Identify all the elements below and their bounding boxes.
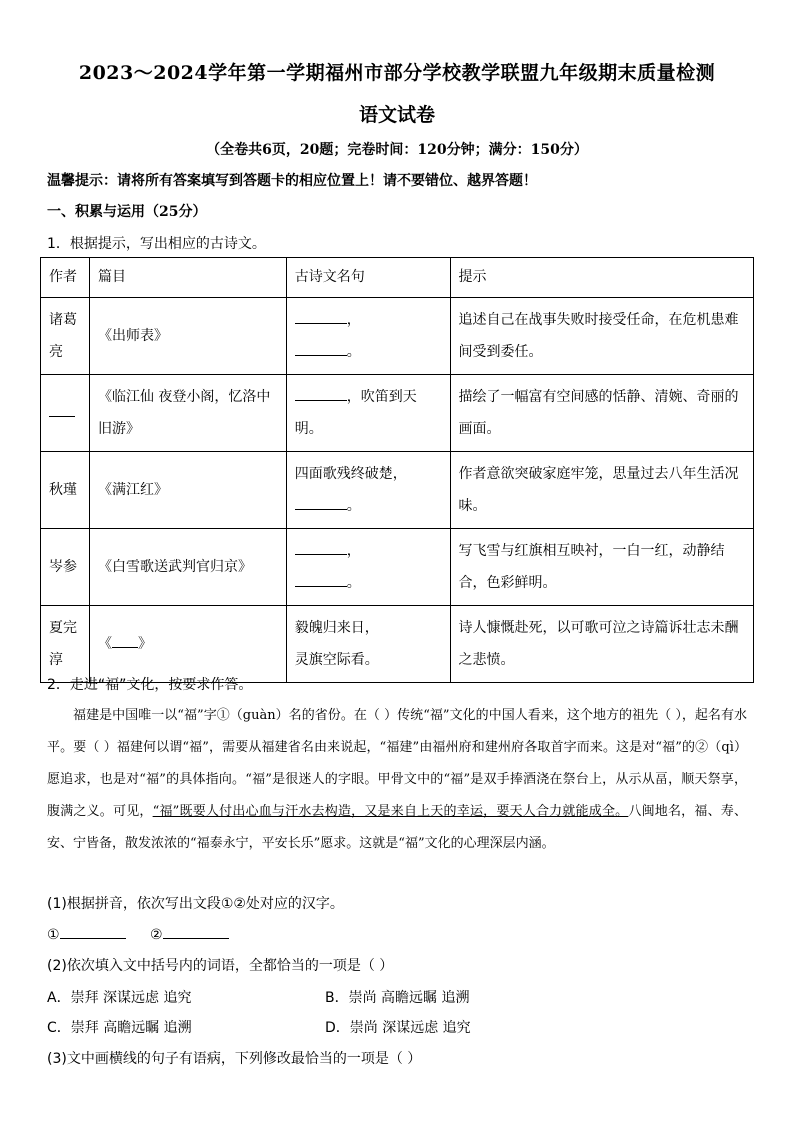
exam-subtitle: 语文试卷 (358, 104, 435, 126)
punct: 。 (346, 575, 361, 591)
author-cell (41, 375, 90, 452)
punct: ， (346, 312, 361, 328)
answer-label: ① (47, 927, 60, 943)
answer-blank[interactable] (295, 309, 347, 324)
table-row (41, 298, 754, 375)
hint-cell: 诗人慷慨赴死，以可歌可泣之诗篇诉壮志未酬之悲愤。 (450, 606, 754, 683)
table-row (41, 452, 754, 529)
work-cell: 《临江仙 夜登小阁，忆洛中旧游》 (89, 375, 286, 452)
hint-cell: 写飞雪与红旗相互映衬，一白一红，动静结合，色彩鲜明。 (450, 529, 754, 606)
work-cell: 《满江红》 (89, 452, 286, 529)
author-cell: 岑参 (41, 529, 90, 606)
table-header-row (41, 258, 754, 298)
author-cell: 诸葛亮 (41, 298, 90, 375)
table-row (41, 606, 754, 683)
punct: 。 (346, 498, 361, 514)
header-line: 古诗文名句 (286, 258, 450, 298)
line-cell (286, 375, 450, 452)
punct: 。 (346, 344, 361, 360)
exam-info: （全卷共6页，20题；完卷时间：120分钟；满分：150分） (206, 142, 588, 158)
section-heading: 一、积累与运用（25分） (47, 204, 207, 220)
answer-blank[interactable] (295, 386, 347, 401)
reading-passage (47, 700, 747, 860)
option-b[interactable]: B．崇尚 高瞻远瞩 追溯 (325, 990, 470, 1006)
table-row (41, 375, 754, 452)
underlined-sentence: “福”既要人付出心血与汗水去构造，又是来自上天的幸运，要天人合力就能成全。 (152, 804, 629, 819)
line-cell (286, 529, 450, 606)
author-cell: 秋瑾 (41, 452, 90, 529)
line-cell (286, 606, 450, 683)
header-hint: 提示 (450, 258, 754, 298)
punct: ， (346, 543, 361, 559)
option-d[interactable]: D．崇尚 深谋远虑 追究 (325, 1020, 471, 1036)
subquestion-1: (1)根据拼音，依次写出文段①②处对应的汉字。 (47, 896, 344, 912)
answer-line[interactable] (163, 924, 229, 939)
line-text: 毅魄归来日， (294, 620, 379, 636)
subquestion-1-answers (47, 924, 249, 943)
notice-text: 温馨提示：请将所有答案填写到答题卡的相应位置上！请不要错位、越界答题！ (47, 173, 537, 189)
answer-blank[interactable] (295, 540, 347, 555)
question-2-prompt: 2．走进“福”文化，按要求作答。 (47, 677, 253, 693)
line-text: ，吹笛到天明。 (294, 389, 417, 437)
line-cell (286, 298, 450, 375)
hint-cell: 作者意欲突破家庭牢笼，思量过去八年生活况味。 (450, 452, 754, 529)
poetry-table (40, 257, 754, 683)
header-work: 篇目 (89, 258, 286, 298)
work-cell: 《白雪歌送武判官归京》 (89, 529, 286, 606)
subquestion-2: (2)依次填入文中括号内的词语，全都恰当的一项是（ ） (47, 958, 394, 974)
option-a[interactable]: A．崇拜 深谋远虑 追究 (47, 990, 192, 1006)
hint-cell: 描绘了一幅富有空间感的恬静、清婉、奇丽的画面。 (450, 375, 754, 452)
option-c[interactable]: C．崇拜 高瞻远瞩 追溯 (47, 1020, 192, 1036)
work-blank[interactable] (112, 633, 138, 648)
bracket: 《 (97, 636, 112, 652)
answer-blank[interactable] (295, 495, 347, 510)
exam-title: 2023～2024学年第一学期福州市部分学校教学联盟九年级期末质量检测 (78, 62, 716, 84)
passage-text: 八闽地名，福、寿、安、宁皆备，散发浓浓的“福泰永宁，平安长乐”愿求。这就是“福”文化的心理深层内涵。 (47, 804, 747, 851)
author-cell: 夏完淳 (41, 606, 90, 683)
header-author: 作者 (41, 258, 90, 298)
subquestion-3: (3)文中画横线的句子有语病，下列修改最恰当的一项是（ ） (47, 1051, 422, 1067)
answer-label: ② (150, 927, 163, 943)
hint-cell: 追述自己在战事失败时接受任命，在危机患难间受到委任。 (450, 298, 754, 375)
line-cell (286, 452, 450, 529)
table-row (41, 529, 754, 606)
question-1-prompt: 1．根据提示，写出相应的古诗文。 (47, 236, 266, 252)
line-text: 灵旗空际看。 (294, 652, 379, 668)
answer-line[interactable] (60, 924, 126, 939)
work-cell (89, 606, 286, 683)
author-blank[interactable] (49, 402, 75, 417)
answer-blank[interactable] (295, 572, 347, 587)
bracket: 》 (137, 636, 152, 652)
work-cell: 《出师表》 (89, 298, 286, 375)
answer-blank[interactable] (295, 341, 347, 356)
line-text: 四面歌残终破楚， (294, 466, 407, 482)
passage-text: 福建是中国唯一以“福”字①（guàn）名的省份。在（ ）传统“福”文化的中国人看来，这个地方的祖先（ ），起名有水平。要（ ）福建何以谓“福”，需要从福建省名由来说起，“福建”由福州府和建州府各取首字而来。这是对“福”的②（qì）愿追求，也是对“福”的具体指向。“福”是很迷人的字眼。甲骨文中的“福”是双手捧酒浇在祭台上，从示从畐，顺天祭享，腹满之义。可见， (47, 708, 747, 819)
